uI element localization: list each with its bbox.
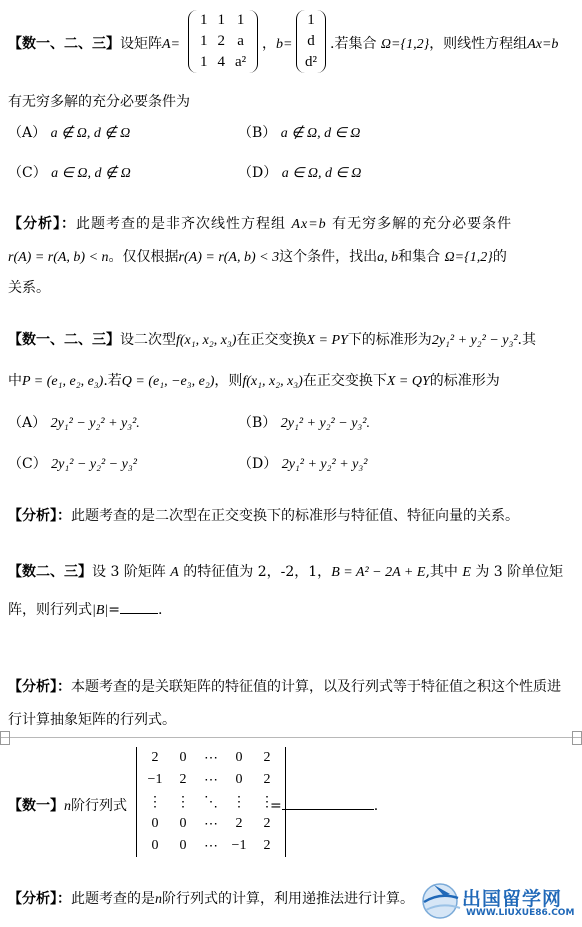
vector-b-cell: d² xyxy=(305,54,317,70)
q4-determinant-cell: ⋮ xyxy=(176,794,190,810)
q4-determinant-cell: 2 xyxy=(263,772,271,787)
q1-comma: ，b= xyxy=(262,36,293,52)
page-divider xyxy=(0,737,582,738)
q1-tag: 【数一、二、三】 xyxy=(8,36,120,52)
q4-determinant-cell: 0 xyxy=(151,838,159,853)
matrix-a-cell: 2 xyxy=(217,33,225,49)
divider-right-marker xyxy=(572,731,582,745)
q4-tag: 【数一】 xyxy=(8,798,64,814)
a2-tag: 【分析】： xyxy=(8,508,71,524)
a4-line: 【分析】：此题考查的是n阶行列式的计算，利用递推法进行计算。 xyxy=(8,891,414,907)
divider-left-marker xyxy=(0,731,10,745)
q2-option-c: （C） 2y₁² − y₂² − y₃² xyxy=(8,456,137,472)
matrix-a-row xyxy=(195,31,251,52)
q3-answer-blank xyxy=(120,613,158,614)
q2-line1: 【数一、二、三】设二次型f(x₁, x₂, x₃)在正交变换X = PY下的标准形为2y₁² + y₂² − y₃².其 xyxy=(8,332,536,348)
q4-determinant-row xyxy=(141,747,281,769)
q1-b-var: b= xyxy=(276,37,293,52)
q1-line1-tail xyxy=(330,34,558,55)
vector-b-row xyxy=(300,10,322,31)
q4-determinant-cell: 0 xyxy=(179,750,187,765)
q2-option-a: （A） 2y₁² − y₂² + y₃². xyxy=(8,415,140,431)
q4-determinant-table xyxy=(141,747,281,857)
matrix-a-cell: 4 xyxy=(217,54,225,70)
q1-option-c: （C） a ∈ Ω, d ∉ Ω xyxy=(8,165,131,181)
q4-determinant-cell: ⋮ xyxy=(148,794,162,810)
q4-determinant-cell: ⋯ xyxy=(204,838,218,854)
q1-option-d: （D） a ∈ Ω, d ∈ Ω xyxy=(238,165,362,181)
q4-determinant-cell: 0 xyxy=(151,816,159,831)
q1-mid: .若集合 xyxy=(330,36,377,52)
matrix-a-table xyxy=(195,10,251,73)
q4-determinant-cell: ⋮ xyxy=(260,794,274,810)
vector-b xyxy=(296,10,326,73)
a2-line: 【分析】：此题考查的是二次型在正交变换下的标准形与特征值、特征向量的关系。 xyxy=(8,508,519,524)
q4-equals: = . xyxy=(270,798,379,814)
logo-url: WWW.LIUXUE86.COM xyxy=(466,908,575,918)
q1-tail: ，则线性方程组 xyxy=(429,36,528,52)
q4-determinant-cell: 2 xyxy=(151,750,159,765)
q4-label: 【数一】n阶行列式 xyxy=(8,798,127,814)
q4-determinant-row xyxy=(141,813,281,835)
q4-determinant-cell: 0 xyxy=(235,772,243,787)
q4-determinant-row xyxy=(141,769,281,791)
q4-determinant-cell: −1 xyxy=(147,772,163,787)
vector-b-table xyxy=(300,10,322,73)
vector-b-row xyxy=(300,31,322,52)
q1-set: Ω={1,2} xyxy=(380,37,430,52)
q1-text: 设矩阵 xyxy=(120,36,162,52)
vector-b-row xyxy=(300,52,322,73)
q4-determinant-cell: 2 xyxy=(179,772,187,787)
a4-tag: 【分析】： xyxy=(8,891,71,907)
a1-line3: 关系。 xyxy=(8,280,50,296)
q4-determinant xyxy=(136,747,286,857)
a1-tag: 【分析】： xyxy=(8,216,76,232)
q4-determinant-cell: ⋱ xyxy=(204,794,218,810)
q3-tag: 【数二、三】 xyxy=(8,564,92,580)
site-logo xyxy=(420,880,580,922)
q4-determinant-cell: ⋯ xyxy=(204,816,218,832)
matrix-a-cell: 1 xyxy=(217,12,225,28)
q1-option-a: （A） a ∉ Ω, d ∉ Ω xyxy=(8,125,131,141)
q3-line1: 【数二、三】设 3 阶矩阵 A 的特征值为 2，-2，1，B = A² − 2A + E,其中 E 为 3 阶单位矩 xyxy=(8,564,564,580)
q2-option-b: （B） 2y₁² + y₂² − y₃². xyxy=(238,415,370,431)
matrix-a-row xyxy=(195,10,251,31)
q4-determinant-cell: 2 xyxy=(235,816,243,831)
a3-line1: 【分析】：本题考查的是关联矩阵的特征值的计算，以及行列式等于特征值之积这个性质进 xyxy=(8,679,561,695)
q4-determinant-row xyxy=(141,791,281,813)
q3-line2: 阵，则行列式|B|= . xyxy=(8,602,163,618)
matrix-a xyxy=(188,10,258,73)
q2-tag: 【数一、二、三】 xyxy=(8,332,120,348)
q1-option-b: （B） a ∉ Ω, d ∈ Ω xyxy=(238,125,361,141)
vector-b-cell: 1 xyxy=(307,12,315,28)
q4-determinant-cell: 0 xyxy=(235,750,243,765)
matrix-a-cell: 1 xyxy=(200,33,208,49)
logo-wordmark: 出国留学网 xyxy=(462,888,563,910)
q4-determinant-row xyxy=(141,835,281,857)
a3-tag: 【分析】： xyxy=(8,679,71,695)
a1-line1: 【分析】：此题考查的是非齐次线性方程组 Ax=b 有无穷多解的充分必要条件 xyxy=(8,216,513,232)
matrix-a-row xyxy=(195,52,251,73)
matrix-a-cell: a² xyxy=(235,54,247,70)
matrix-a-cell: 1 xyxy=(200,12,208,28)
matrix-a-cell: a xyxy=(237,33,244,49)
q4-determinant-cell: ⋯ xyxy=(204,772,218,788)
a3-line2: 行计算抽象矩阵的行列式。 xyxy=(8,712,176,728)
q1-eq: Ax=b xyxy=(527,37,559,52)
q4-determinant-cell: 2 xyxy=(263,838,271,853)
q4-determinant-cell: 0 xyxy=(179,816,187,831)
q1-line2: 有无穷多解的充分必要条件为 xyxy=(8,94,190,110)
q4-determinant-cell: −1 xyxy=(231,838,247,853)
q4-determinant-cell: 0 xyxy=(179,838,187,853)
q4-determinant-cell: 2 xyxy=(263,750,271,765)
q2-line2: 中P = (e₁, e₂, e₃).若Q = (e₁, −e₃, e₂)，则f(x₁, x₂, x₃)在正交变换下X = QY的标准形为 xyxy=(8,373,500,389)
q1-line1 xyxy=(8,34,180,55)
q4-determinant-cell: ⋮ xyxy=(232,794,246,810)
q4-determinant-cell: ⋯ xyxy=(204,750,218,766)
vector-b-cell: d xyxy=(307,33,315,49)
q2-option-d: （D） 2y₁² + y₂² + y₃² xyxy=(238,456,368,472)
q4-determinant-cell: 2 xyxy=(263,816,271,831)
matrix-a-cell: 1 xyxy=(200,54,208,70)
a1-line2: r(A) = r(A, b) < n。仅仅根据r(A) = r(A, b) < 3这个条件，找出a, b和集合 Ω={1,2}的 xyxy=(8,249,507,265)
q4-answer-blank xyxy=(282,809,374,810)
matrix-a-cell: 1 xyxy=(236,12,245,28)
q1-a-var: A= xyxy=(162,37,180,52)
globe-icon xyxy=(420,880,464,922)
